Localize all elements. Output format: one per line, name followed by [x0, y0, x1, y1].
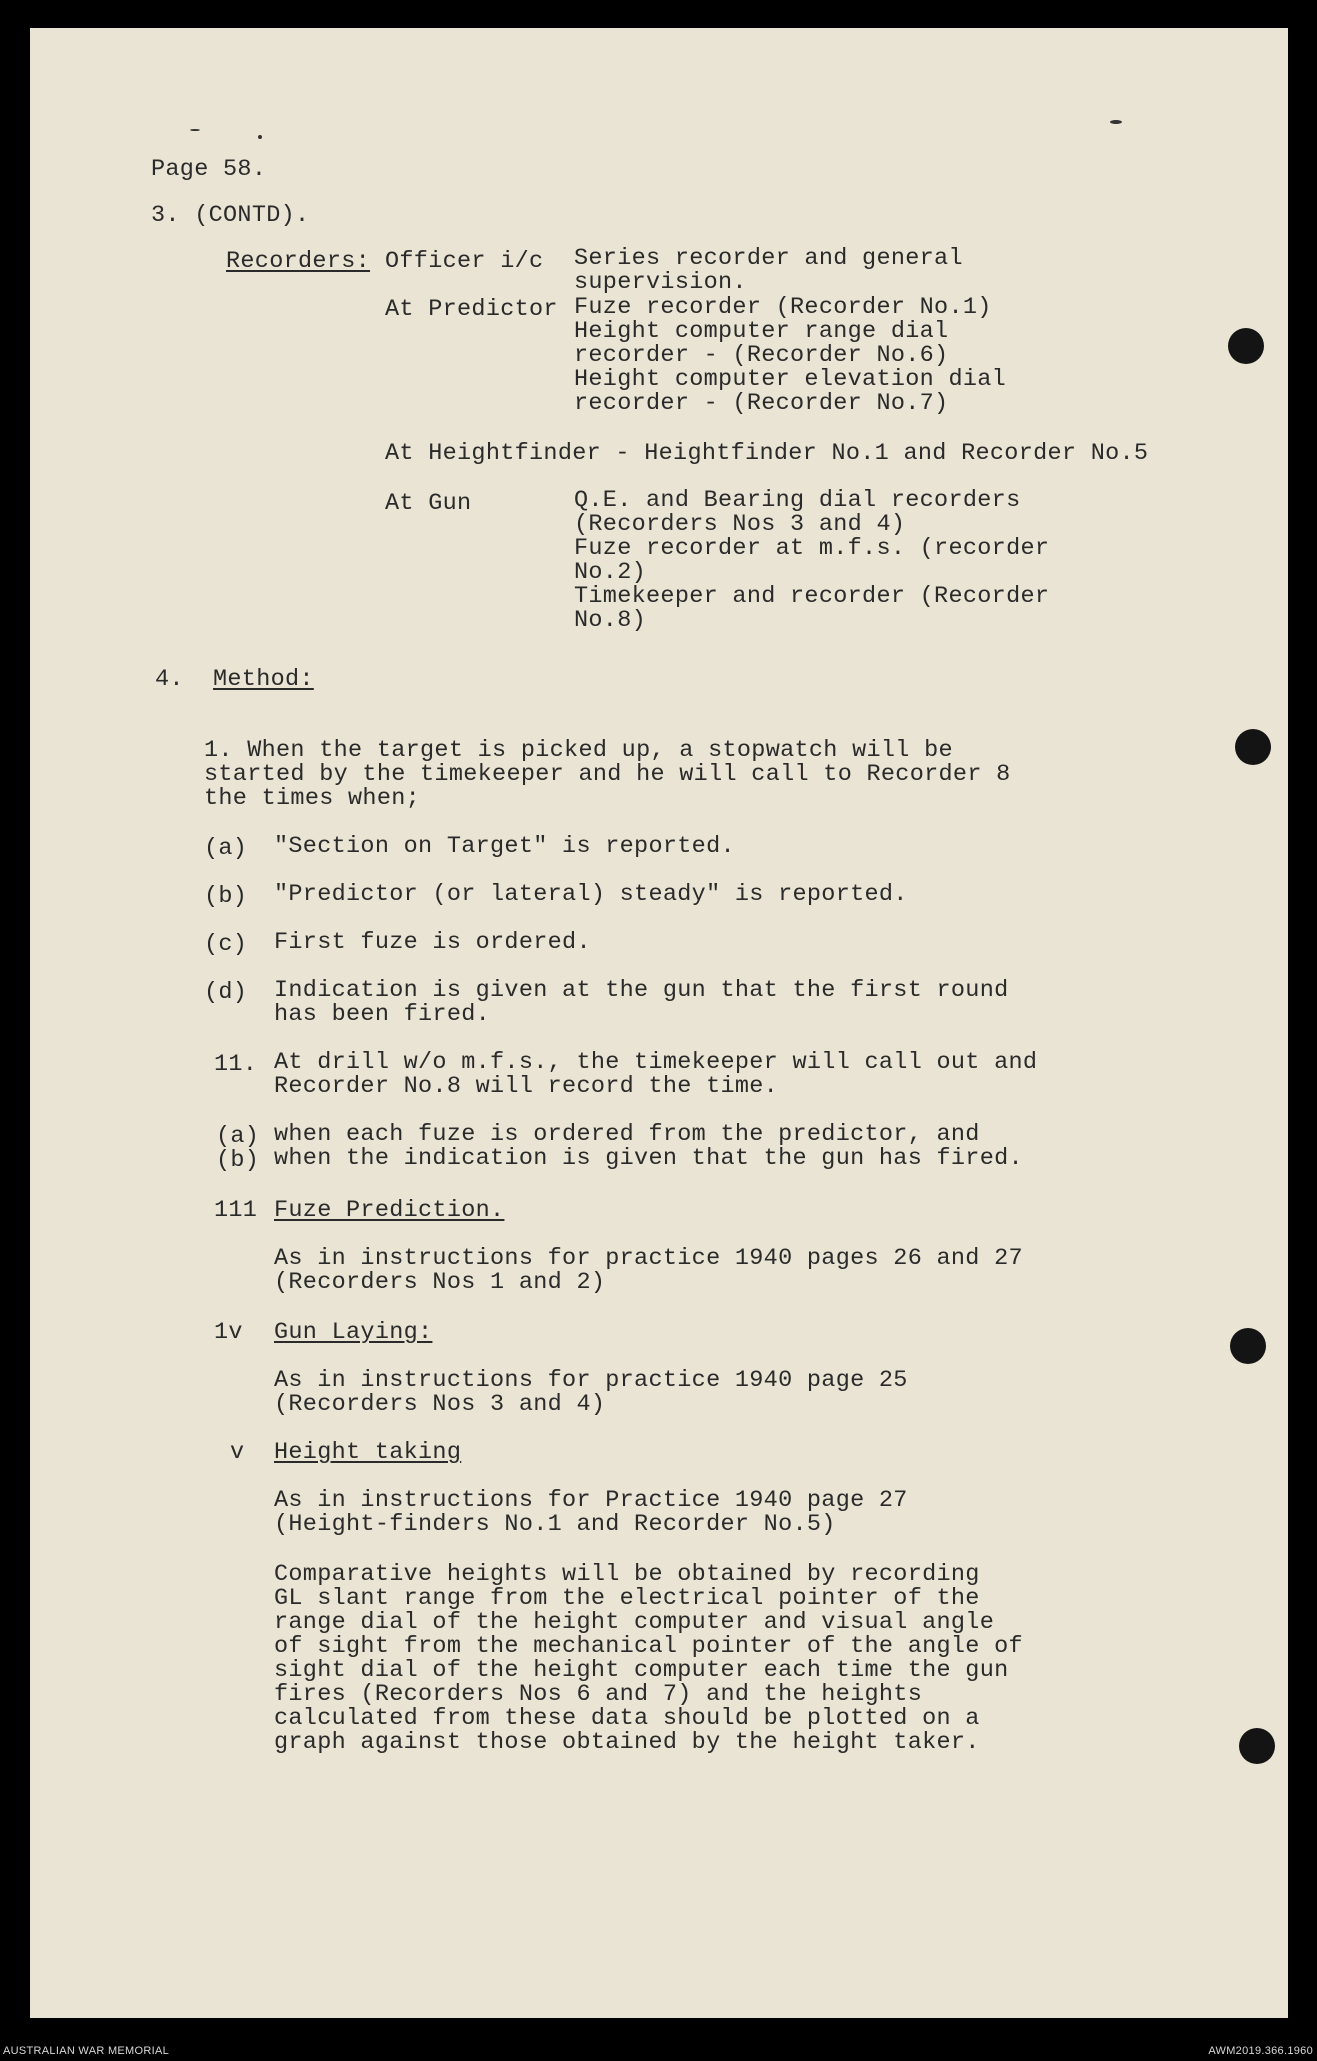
- item-marker: 11.: [214, 1051, 258, 1078]
- item-text: Recorder No.8 will record the time.: [274, 1073, 779, 1100]
- subsection-title: Gun Laying:: [274, 1319, 433, 1346]
- item-text: At drill w/o m.f.s., the timekeeper will call out and: [274, 1049, 1038, 1076]
- item-marker: (d): [204, 979, 248, 1006]
- item-marker: 111: [214, 1197, 258, 1224]
- subsection-title: Height taking: [274, 1439, 462, 1466]
- footer-right: AWM2019.366.1960: [1208, 2045, 1313, 2057]
- subsection-title: Fuze Prediction.: [274, 1197, 505, 1224]
- item-marker: 1v: [214, 1319, 243, 1346]
- predictor-location: At Predictor: [385, 296, 558, 323]
- item-text: when the indication is given that the gun has fired.: [274, 1145, 1023, 1172]
- punch-hole: [1230, 1328, 1266, 1364]
- item-text: (Recorders Nos 1 and 2): [274, 1269, 606, 1296]
- document-page: [30, 28, 1288, 2018]
- predictor-duty: Fuze recorder (Recorder No.1): [574, 294, 992, 321]
- punch-hole: [1228, 328, 1264, 364]
- item-marker: (c): [204, 931, 248, 958]
- footer-left: AUSTRALIAN WAR MEMORIAL: [3, 2045, 170, 2057]
- heightfinder-line: At Heightfinder - Heightfinder No.1 and Recorder No.5: [385, 440, 1149, 467]
- punch-hole: [1235, 729, 1271, 765]
- item-marker: (b): [216, 1147, 260, 1174]
- item-marker: (a): [204, 835, 248, 862]
- item-text: range dial of the height computer and visual angle: [274, 1609, 995, 1636]
- gun-duty: No.2): [574, 559, 647, 586]
- officer-duty: Series recorder and general: [574, 245, 963, 272]
- item-marker: v: [230, 1439, 245, 1466]
- item-text: (Height-finders No.1 and Recorder No.5): [274, 1511, 836, 1538]
- item-text: "Predictor (or lateral) steady" is reported.: [274, 881, 908, 908]
- item-text: Comparative heights will be obtained by recording: [274, 1561, 980, 1588]
- method-paragraph: started by the timekeeper and he will call to Recorder 8: [204, 761, 1011, 788]
- item-text: GL slant range from the electrical pointer of the: [274, 1585, 980, 1612]
- item-text: As in instructions for practice 1940 pages 26 and 27: [274, 1245, 1023, 1272]
- gun-duty: Fuze recorder at m.f.s. (recorder: [574, 535, 1050, 562]
- officer-duty: supervision.: [574, 269, 747, 296]
- item-text: graph against those obtained by the height taker.: [274, 1729, 980, 1756]
- punch-hole: [1239, 1728, 1275, 1764]
- item-text: As in instructions for Practice 1940 page 27: [274, 1487, 908, 1514]
- gun-duty: Timekeeper and recorder (Recorder: [574, 583, 1050, 610]
- page-number: Page 58.: [151, 156, 267, 183]
- method-paragraph: 1. When the target is picked up, a stopwatch will be: [204, 737, 953, 764]
- item-text: sight dial of the height computer each time the gun: [274, 1657, 1009, 1684]
- method-heading: Method:: [213, 666, 314, 693]
- item-text: (Recorders Nos 3 and 4): [274, 1391, 606, 1418]
- item-text: calculated from these data should be plotted on a: [274, 1705, 980, 1732]
- item-text: As in instructions for practice 1940 page 25: [274, 1367, 908, 1394]
- item-text: fires (Recorders Nos 6 and 7) and the heights: [274, 1681, 923, 1708]
- section-heading: 3. (CONTD).: [151, 202, 310, 229]
- item-text: "Section on Target" is reported.: [274, 833, 735, 860]
- predictor-duty: recorder - (Recorder No.7): [574, 390, 949, 417]
- officer-role: Officer i/c: [385, 248, 544, 275]
- method-number: 4.: [155, 666, 184, 693]
- predictor-duty: Height computer range dial: [574, 318, 949, 345]
- predictor-duty: recorder - (Recorder No.6): [574, 342, 949, 369]
- item-marker: (a): [216, 1123, 260, 1150]
- item-text: Indication is given at the gun that the first round: [274, 977, 1009, 1004]
- method-paragraph: the times when;: [204, 785, 421, 812]
- item-text: First fuze is ordered.: [274, 929, 591, 956]
- item-text: of sight from the mechanical pointer of the angle of: [274, 1633, 1023, 1660]
- gun-duty: No.8): [574, 607, 647, 634]
- item-marker: (b): [204, 883, 248, 910]
- gun-duty: (Recorders Nos 3 and 4): [574, 511, 906, 538]
- gun-duty: Q.E. and Bearing dial recorders: [574, 487, 1021, 514]
- gun-location: At Gun: [385, 490, 472, 517]
- recorders-label: Recorders:: [226, 248, 371, 275]
- item-text: when each fuze is ordered from the predictor, and: [274, 1121, 980, 1148]
- item-text: has been fired.: [274, 1001, 491, 1028]
- predictor-duty: Height computer elevation dial: [574, 366, 1007, 393]
